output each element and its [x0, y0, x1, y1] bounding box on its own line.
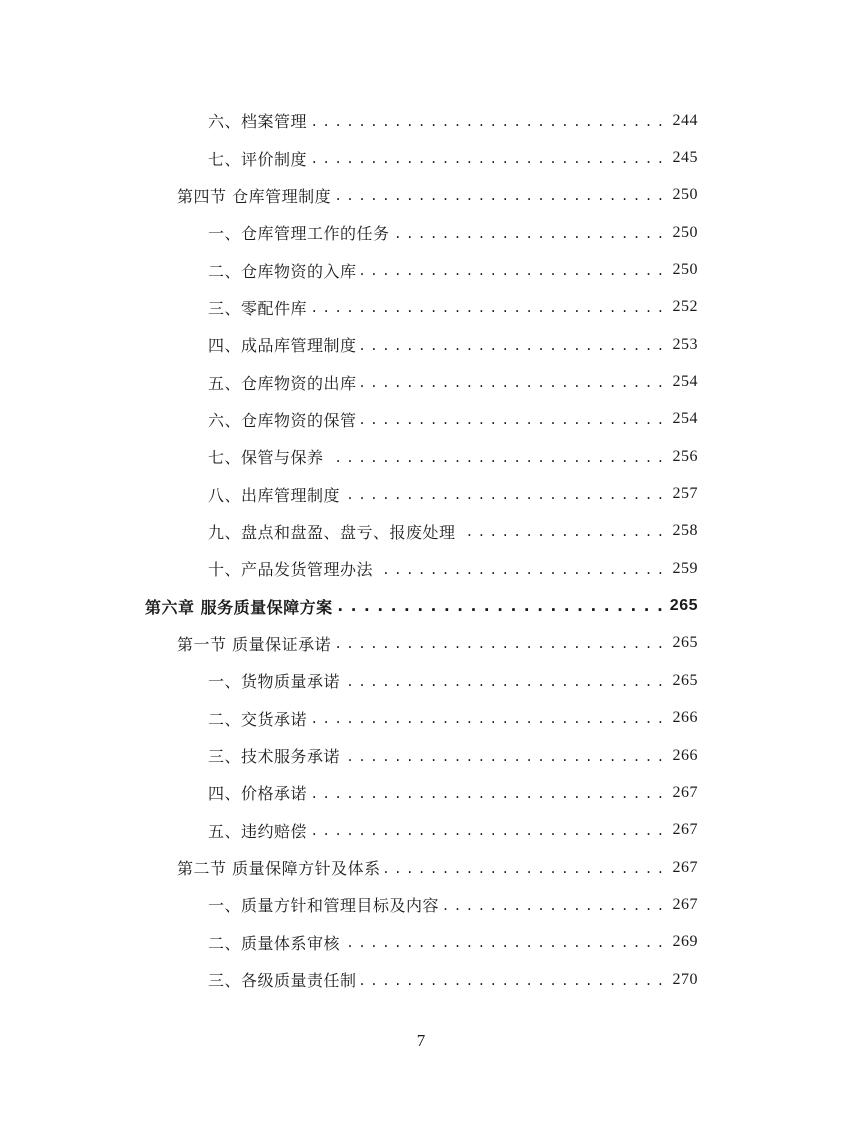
toc-entry-title: 六、档案管理 [208, 112, 308, 132]
toc-dot-leader [311, 111, 664, 131]
toc-entry-title: 十、产品发货管理办法 [208, 560, 374, 580]
toc-entry-title: 四、价格承诺 [208, 784, 308, 804]
toc-entry-page: 245 [672, 149, 698, 167]
table-of-contents [0, 102, 842, 998]
toc-entry-title: 三、零配件库 [208, 298, 308, 318]
toc-dot-leader [344, 932, 664, 952]
toc-dot-leader [311, 820, 664, 840]
toc-entry-page: 270 [672, 970, 698, 988]
toc-item-entry[interactable] [0, 326, 842, 363]
toc-entry-title: 第六章 服务质量保障方案 [145, 597, 333, 617]
toc-entry-page: 256 [672, 447, 698, 465]
toc-item-entry[interactable] [0, 438, 842, 475]
toc-dot-leader [361, 970, 664, 990]
toc-section-entry[interactable] [0, 177, 842, 214]
toc-entry-page: 254 [672, 410, 698, 428]
toc-entry-page: 265 [672, 634, 698, 652]
toc-entry-title: 二、仓库物资的入库 [208, 261, 357, 281]
toc-dot-leader [361, 335, 664, 355]
toc-entry-title: 第二节 质量保障方针及体系 [177, 859, 381, 879]
toc-dot-leader [361, 372, 664, 392]
toc-dot-leader [394, 223, 664, 243]
toc-dot-leader [311, 297, 664, 317]
toc-dot-leader [328, 447, 664, 467]
toc-entry-title: 第四节 仓库管理制度 [177, 186, 332, 206]
toc-entry-title: 二、质量体系审核 [208, 933, 341, 953]
toc-dot-leader [335, 185, 664, 205]
toc-item-entry[interactable] [0, 550, 842, 587]
toc-dot-leader [311, 148, 664, 168]
toc-entry-page: 250 [672, 261, 698, 279]
toc-entry-page: 266 [672, 746, 698, 764]
toc-entry-page: 267 [672, 821, 698, 839]
toc-item-entry[interactable] [0, 961, 842, 998]
toc-entry-page: 267 [672, 895, 698, 913]
toc-dot-leader [311, 783, 664, 803]
toc-entry-title: 四、成品库管理制度 [208, 336, 357, 356]
toc-entry-page: 250 [672, 223, 698, 241]
toc-entry-title: 一、货物质量承诺 [208, 672, 341, 692]
toc-entry-title: 二、交货承诺 [208, 709, 308, 729]
toc-dot-leader [377, 559, 664, 579]
toc-item-entry[interactable] [0, 363, 842, 400]
toc-dot-leader [344, 484, 664, 504]
toc-entry-page: 254 [672, 373, 698, 391]
toc-entry-page: 266 [672, 709, 698, 727]
toc-entry-page: 250 [672, 186, 698, 204]
toc-entry-page: 257 [672, 485, 698, 503]
toc-entry-page: 269 [672, 933, 698, 951]
toc-entry-title: 七、评价制度 [208, 149, 308, 169]
toc-entry-title: 八、出库管理制度 [208, 485, 341, 505]
toc-section-entry[interactable] [0, 849, 842, 886]
toc-dot-leader [460, 521, 664, 541]
toc-item-entry[interactable] [0, 662, 842, 699]
toc-dot-leader [344, 746, 664, 766]
toc-item-entry[interactable] [0, 774, 842, 811]
toc-chapter-entry[interactable] [0, 587, 842, 624]
toc-dot-leader [311, 708, 664, 728]
toc-entry-page: 265 [672, 671, 698, 689]
toc-entry-title: 三、技术服务承诺 [208, 747, 341, 767]
toc-item-entry[interactable] [0, 401, 842, 438]
toc-entry-title: 三、各级质量责任制 [208, 971, 357, 991]
toc-entry-page: 258 [672, 522, 698, 540]
toc-dot-leader [385, 858, 664, 878]
toc-entry-title: 一、质量方针和管理目标及内容 [208, 896, 440, 916]
toc-item-entry[interactable] [0, 924, 842, 961]
toc-item-entry[interactable] [0, 251, 842, 288]
toc-entry-page: 259 [672, 559, 698, 577]
toc-item-entry[interactable] [0, 139, 842, 176]
toc-dot-leader [361, 260, 664, 280]
toc-entry-page: 267 [672, 858, 698, 876]
toc-section-entry[interactable] [0, 625, 842, 662]
toc-entry-page: 267 [672, 783, 698, 801]
toc-item-entry[interactable] [0, 214, 842, 251]
toc-entry-title: 五、仓库物资的出库 [208, 373, 357, 393]
toc-dot-leader [344, 671, 664, 691]
toc-item-entry[interactable] [0, 513, 842, 550]
toc-entry-title: 七、保管与保养 [208, 448, 324, 468]
toc-item-entry[interactable] [0, 475, 842, 512]
toc-entry-title: 一、仓库管理工作的任务 [208, 224, 390, 244]
toc-item-entry[interactable] [0, 737, 842, 774]
toc-dot-leader [361, 409, 664, 429]
toc-item-entry[interactable] [0, 102, 842, 139]
toc-item-entry[interactable] [0, 700, 842, 737]
toc-entry-title: 六、仓库物资的保管 [208, 410, 357, 430]
toc-dot-leader [335, 633, 664, 653]
toc-entry-page: 253 [672, 335, 698, 353]
toc-dot-leader [337, 596, 664, 616]
toc-entry-page: 244 [672, 111, 698, 129]
toc-item-entry[interactable] [0, 886, 842, 923]
toc-item-entry[interactable] [0, 289, 842, 326]
toc-entry-title: 第一节 质量保证承诺 [177, 634, 332, 654]
page-number: 7 [416, 1031, 426, 1050]
toc-entry-title: 五、违约赔偿 [208, 821, 308, 841]
toc-item-entry[interactable] [0, 812, 842, 849]
toc-dot-leader [443, 895, 664, 915]
toc-entry-page: 252 [672, 298, 698, 316]
toc-entry-page: 265 [669, 597, 698, 615]
toc-entry-title: 九、盘点和盘盈、盘亏、报废处理 [208, 522, 456, 542]
